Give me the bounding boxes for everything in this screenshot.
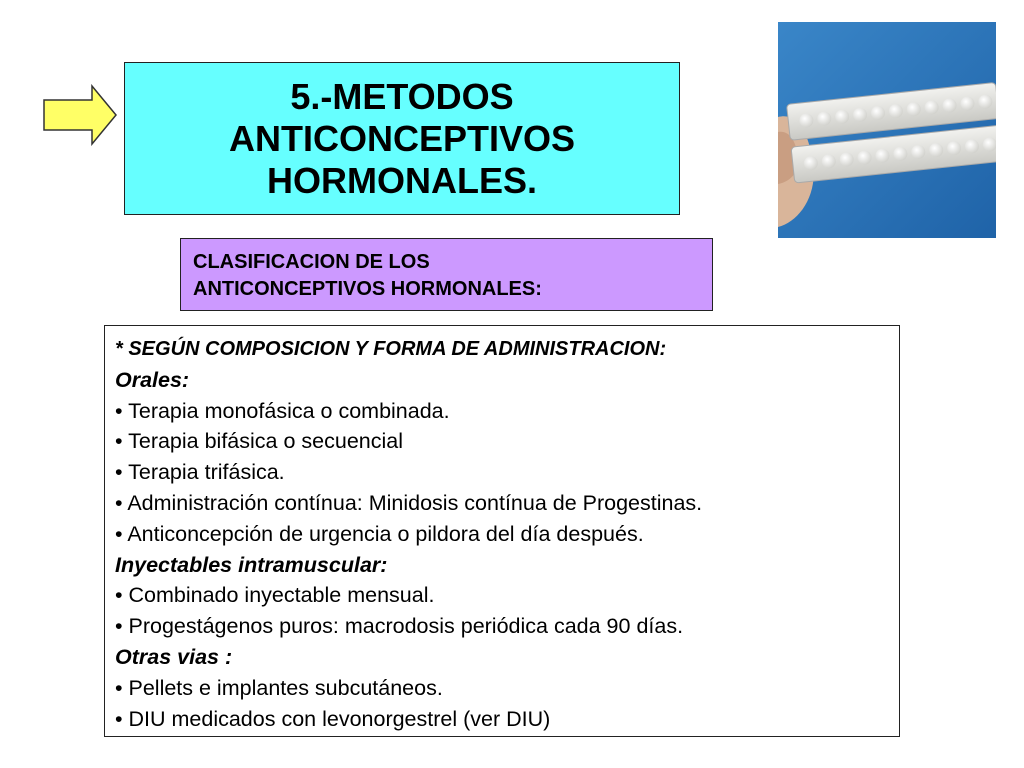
- classification-box: [180, 238, 713, 311]
- arrow-right-icon: [42, 84, 118, 146]
- orales-heading: Orales:: [115, 367, 190, 392]
- list-item: • Pellets e implantes subcutáneos.: [115, 675, 443, 700]
- title-line: HORMONALES.: [267, 159, 537, 201]
- classification-line: ANTICONCEPTIVOS HORMONALES:: [193, 278, 542, 300]
- list-item: • Progestágenos puros: macrodosis periódica cada 90 días.: [115, 614, 684, 639]
- pill-blister-pack-photo: [778, 22, 996, 238]
- list-item: • Terapia monofásica o combinada.: [115, 398, 450, 423]
- list-item: • Administración contínua: Minidosis contínua de Progestinas.: [115, 490, 703, 515]
- otras-vias-heading: Otras vias :: [115, 644, 233, 669]
- title-line: 5.-METODOS: [290, 75, 514, 117]
- title-line: ANTICONCEPTIVOS: [228, 117, 576, 159]
- section-heading: * SEGÚN COMPOSICION Y FORMA DE ADMINISTRACION:: [115, 338, 667, 360]
- list-item: • DIU medicados con levonorgestrel (ver DIU): [115, 706, 551, 731]
- content-box: [104, 325, 900, 737]
- page-title: [229, 76, 575, 202]
- list-item: • Terapia trifásica.: [115, 460, 285, 485]
- inyectables-heading: Inyectables intramuscular:: [115, 552, 388, 577]
- list-item: • Anticoncepción de urgencia o pildora del día después.: [115, 521, 644, 546]
- title-box: [124, 62, 680, 215]
- classification-line: CLASIFICACION DE LOS: [193, 251, 430, 273]
- list-item: • Combinado inyectable mensual.: [115, 583, 435, 608]
- list-item: • Terapia bifásica o secuencial: [115, 429, 403, 454]
